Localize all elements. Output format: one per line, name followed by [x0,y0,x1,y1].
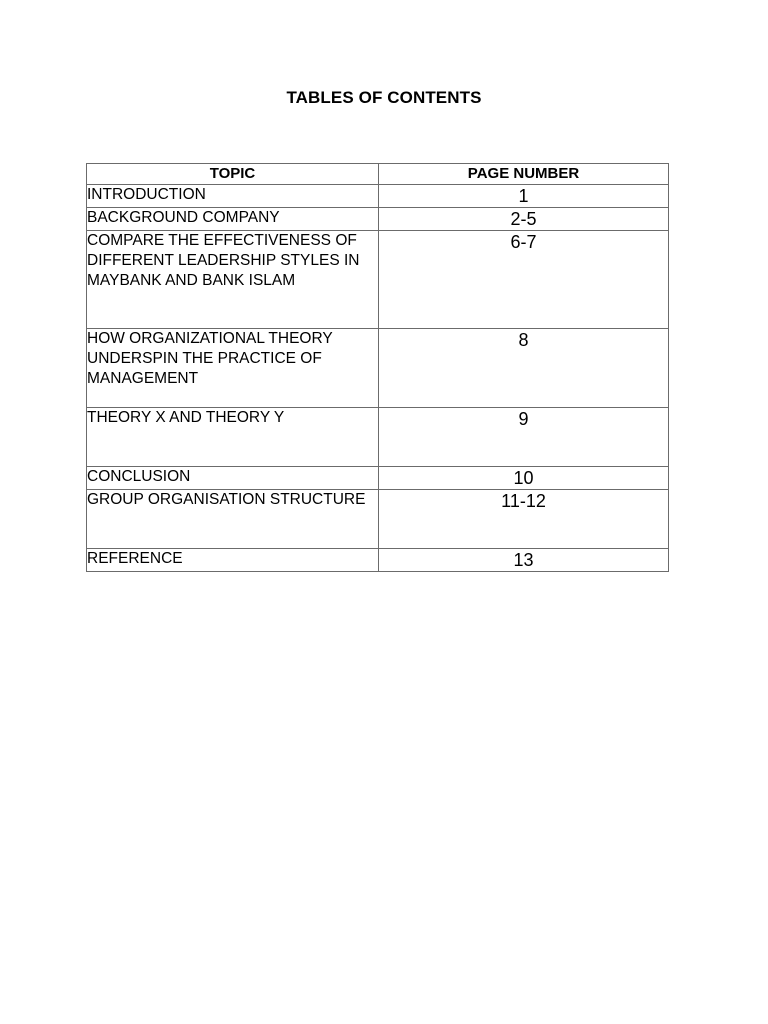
page-number-cell: 9 [379,408,669,467]
table-row [87,549,669,572]
topic-cell: THEORY X AND THEORY Y [87,408,379,467]
column-header-page-number: PAGE NUMBER [379,164,669,185]
page-number-cell: 10 [379,467,669,490]
table-row [87,467,669,490]
table-row [87,208,669,231]
page-number-cell: 6-7 [379,231,669,329]
table-of-contents [86,163,669,572]
table-row [87,185,669,208]
topic-cell: INTRODUCTION [87,185,379,208]
table-row [87,490,669,549]
page-number-cell: 11-12 [379,490,669,549]
page-number-cell: 1 [379,185,669,208]
topic-cell: HOW ORGANIZATIONAL THEORY UNDERSPIN THE PRACTICE OF MANAGEMENT [87,329,379,408]
page-title: TABLES OF CONTENTS [286,88,482,107]
topic-cell: BACKGROUND COMPANY [87,208,379,231]
column-header-topic: TOPIC [87,164,379,185]
page-number-cell: 8 [379,329,669,408]
topic-cell: GROUP ORGANISATION STRUCTURE [87,490,379,549]
table-row [87,408,669,467]
table-header-row [87,164,669,185]
table-row [87,329,669,408]
topic-cell: CONCLUSION [87,467,379,490]
page-number-cell: 2-5 [379,208,669,231]
topic-cell: COMPARE THE EFFECTIVENESS OF DIFFERENT LEADERSHIP STYLES IN MAYBANK AND BANK ISLAM [87,231,379,329]
topic-cell: REFERENCE [87,549,379,572]
page-number-cell: 13 [379,549,669,572]
table-row [87,231,669,329]
